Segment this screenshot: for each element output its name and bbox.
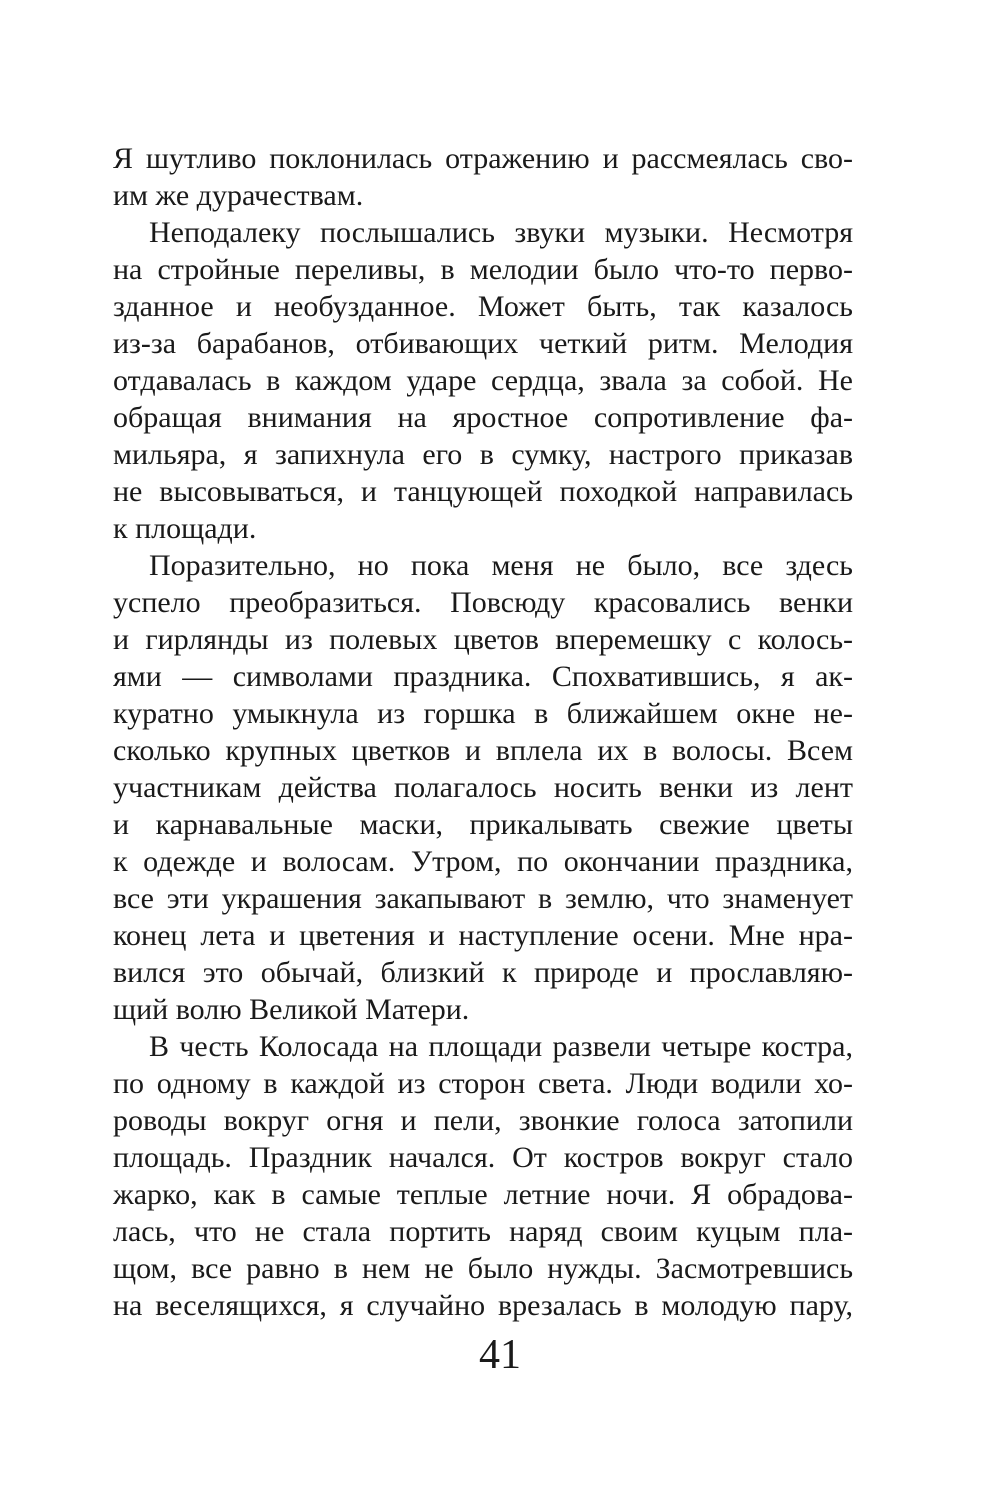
- text-line: не высовываться, и танцующей походкой направилась: [113, 475, 853, 508]
- text-line: из-за барабанов, отбивающих четкий ритм. Мелодия: [113, 327, 853, 360]
- text-line: жарко, как в самые теплые летние ночи. Я обрадова-: [113, 1178, 853, 1211]
- text-line: ями — символами праздника. Спохватившись, я ак-: [113, 660, 853, 693]
- text-line: обращая внимания на яростное сопротивление фа-: [113, 401, 853, 434]
- text-line: конец лета и цветения и наступление осени. Мне нра-: [113, 919, 853, 952]
- text-line: куратно умыкнула из горшка в ближайшем окне не-: [113, 697, 853, 730]
- text-line: и гирлянды из полевых цветов вперемешку с колось-: [113, 623, 853, 656]
- text-line: к площади.: [113, 512, 257, 545]
- text-line: щий волю Великой Матери.: [113, 993, 470, 1026]
- text-line: и карнавальные маски, прикалывать свежие цветы: [113, 808, 853, 841]
- body-text: [113, 140, 853, 1324]
- text-line: отдавалась в каждом ударе сердца, звала за собой. Не: [113, 364, 853, 397]
- text-line: на стройные переливы, в мелодии было что-то перво-: [113, 253, 853, 286]
- text-line: к одежде и волосам. Утром, по окончании праздника,: [113, 845, 853, 878]
- text-line: успело преобразиться. Повсюду красовались венки: [113, 586, 853, 619]
- text-line: В честь Колосада на площади развели четыре костра,: [149, 1030, 853, 1063]
- text-line: щом, все равно в нем не было нужды. Засмотревшись: [113, 1252, 853, 1285]
- text-line: Поразительно, но пока меня не было, все здесь: [149, 549, 853, 582]
- page-number: 41: [479, 1332, 521, 1378]
- text-line: на веселящихся, я случайно врезалась в молодую пару,: [113, 1289, 853, 1322]
- text-line: участникам действа полагалось носить венки из лент: [113, 771, 853, 804]
- text-line: им же дурачествам.: [113, 179, 364, 212]
- text-line: зданное и необузданное. Может быть, так казалось: [113, 290, 853, 323]
- text-line: вился это обычай, близкий к природе и прославляю-: [113, 956, 853, 989]
- text-line: все эти украшения закапывают в землю, что знаменует: [113, 882, 853, 915]
- text-line: Я шутливо поклонилась отражению и рассмеялась сво-: [113, 142, 853, 175]
- text-line: площадь. Праздник начался. От костров вокруг стало: [113, 1141, 853, 1174]
- text-line: лась, что не стала портить наряд своим куцым пла-: [113, 1215, 853, 1248]
- text-line: Неподалеку послышались звуки музыки. Несмотря: [149, 216, 853, 249]
- text-line: по одному в каждой из сторон света. Люди водили хо-: [113, 1067, 853, 1100]
- text-line: сколько крупных цветков и вплела их в волосы. Всем: [113, 734, 853, 767]
- text-line: мильяра, я запихнула его в сумку, настрого приказав: [113, 438, 853, 471]
- text-line: роводы вокруг огня и пели, звонкие голоса затопили: [113, 1104, 853, 1137]
